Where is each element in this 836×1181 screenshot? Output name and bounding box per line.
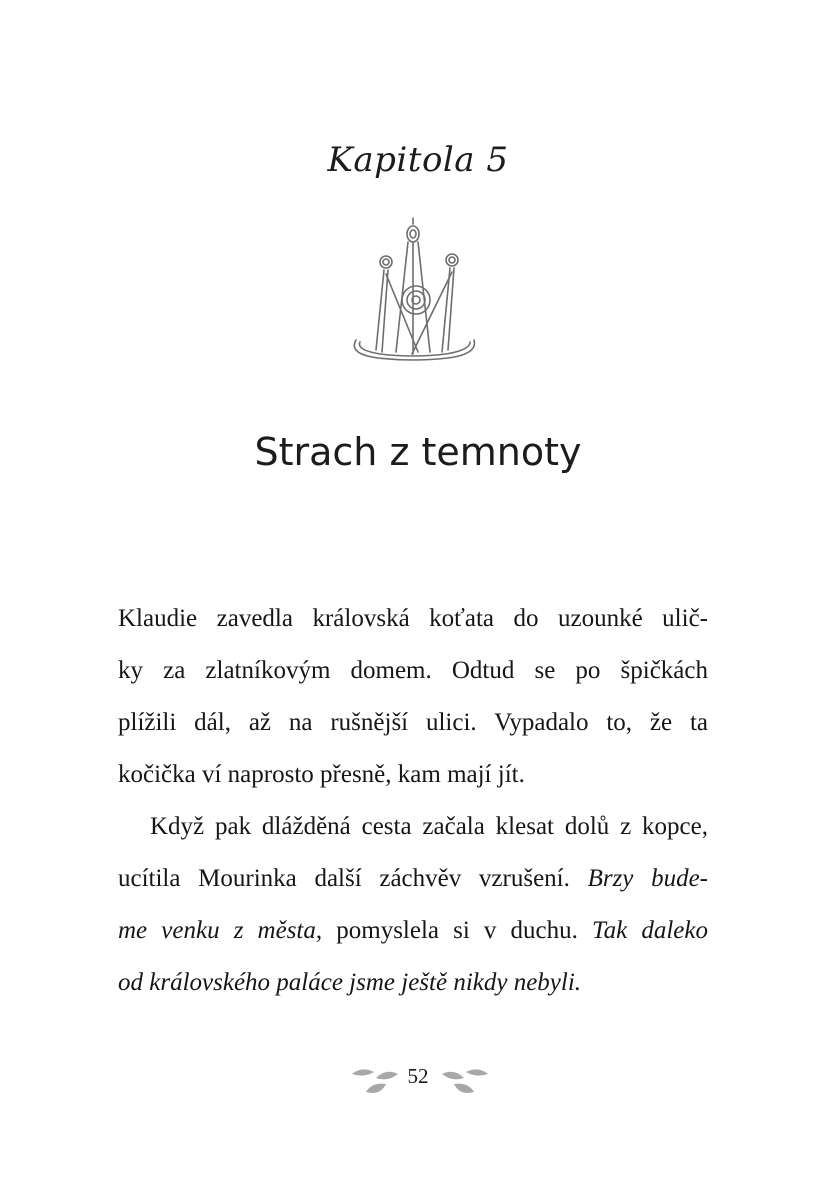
text-line: plížili dál, až na rušnější ulici. Vypadalo to, že ta	[118, 709, 708, 736]
text-segment: ucítila Mourinka další záchvěv vzrušení.	[118, 865, 588, 892]
text-line: ky za zlatníkovým domem. Odtud se po špičkách	[118, 657, 708, 684]
text-line	[118, 853, 708, 905]
italic-thought: od královského paláce jsme ještě nikdy nebyli.	[118, 969, 582, 996]
paragraph-2	[118, 801, 708, 1009]
paragraph-1	[118, 593, 708, 801]
italic-thought: Tak daleko	[592, 917, 708, 944]
text-line: Klaudie zavedla královská koťata do uzounké ulič-	[118, 605, 708, 632]
crown-icon	[338, 212, 488, 372]
text-line: kočička ví naprosto přesně, kam mají jít.	[118, 761, 525, 788]
chapter-number: Kapitola 5	[327, 140, 509, 180]
leaf-ornament-icon	[440, 1064, 490, 1098]
page-footer	[0, 1062, 836, 1102]
text-line	[118, 905, 708, 957]
text-segment: pomyslela si v duchu.	[322, 917, 593, 944]
text-line: Když pak dlážděná cesta začala klesat dolů z kopce,	[150, 813, 708, 840]
page-number: 52	[407, 1064, 429, 1088]
text-line	[118, 957, 708, 1009]
italic-thought: me venku z města,	[118, 917, 323, 944]
chapter-title: Strach z temnoty	[254, 430, 582, 474]
italic-thought: Brzy bude-	[587, 865, 708, 892]
chapter-body	[118, 593, 708, 1009]
